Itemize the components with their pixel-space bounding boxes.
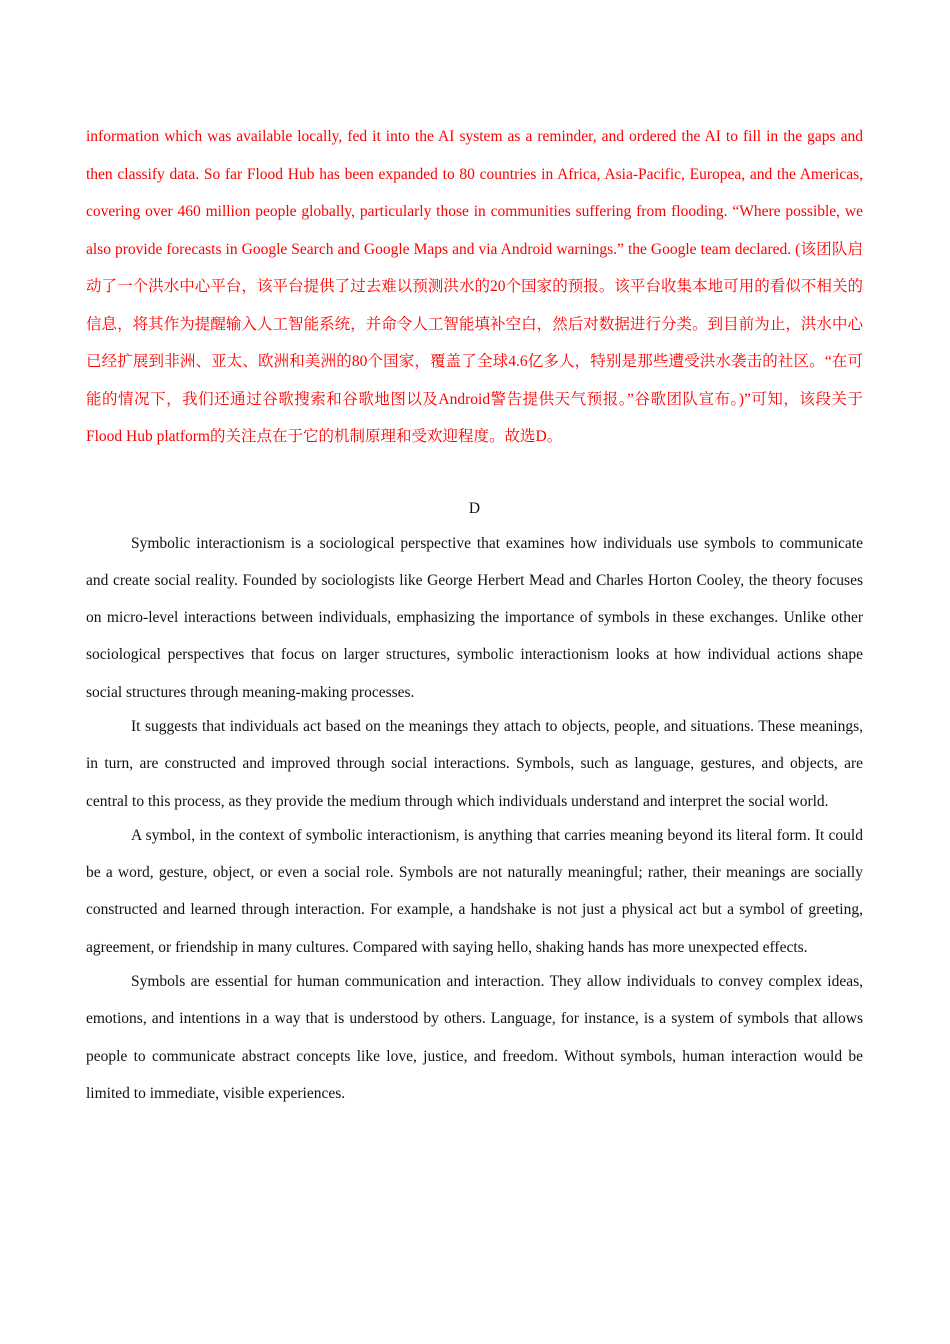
passage-paragraph-2: It suggests that individuals act based on the meanings they attach to objects, people, and situations. These meanings, in turn, are constructed and improved through social interactions. Symbols, such as language, gestures, and objects, are central to this process, as they provide the medium through which individuals understand and interpret the social world. bbox=[86, 717, 863, 810]
passage-paragraph-3: A symbol, in the context of symbolic interactionism, is anything that carries meaning beyond its literal form. It could be a word, gesture, object, or even a social role. Symbols are not naturally meaningful; rather, their meanings are socially constructed and learned through interaction. For example, a handshake is not just a physical act but a symbol of greeting, agreement, or friendship in many cultures. Compared with saying hello, shaking hands has more unexpected effects. bbox=[86, 826, 863, 956]
answer-explanation: information which was available locally, fed it into the AI system as a reminder, and ordered the AI to fill in the gaps and then classify data. So far Flood Hub has been expanded to 80 countries in Africa, Asia-Pacific, Europea, and the Americas, covering over 460 million people globally, particularly those in communities suffering from flooding. “Where possible, we also provide forecasts in Google Search and Google Maps and via Android warnings.” the Google team declared. (该团队启动了一个洪水中心平台，该平台提供了过去难以预测洪水的20个国家的预报。该平台收集本地可用的看似不相关的信息，将其作为提醒输入人工智能系统，并命令人工智能填补空白，然后对数据进行分类。到目前为止，洪水中心已经扩展到非洲、亚太、欧洲和美洲的80个国家，覆盖了全球4.6亿多人，特别是那些遭受洪水袭击的社区。“在可能的情况下，我们还通过谷歌搜索和谷歌地图以及Android警告提供天气预报。”谷歌团队宣布。)”可知，该段关于Flood Hub platform的关注点在于它的机制原理和受欢迎程度。故选D。 bbox=[86, 128, 863, 445]
document-page bbox=[86, 118, 863, 1112]
passage-body bbox=[86, 525, 863, 1113]
passage-label: D bbox=[468, 499, 481, 517]
passage-paragraph-1: Symbolic interactionism is a sociological perspective that examines how individuals use symbols to communicate and create social reality. Founded by sociologists like George Herbert Mead and Charles Horton Cooley, the theory focuses on micro-level interactions between individuals, emphasizing the importance of symbols in these exchanges. Unlike other sociological perspectives that focus on larger structures, symbolic interactionism looks at how individual actions shape social structures through meaning-making processes. bbox=[86, 534, 863, 701]
passage-paragraph-4: Symbols are essential for human communication and interaction. They allow individuals to convey complex ideas, emotions, and intentions in a way that is understood by others. Language, for instance, is a system of symbols that allows people to communicate abstract concepts like love, justice, and freedom. Without symbols, human interaction would be limited to immediate, visible experiences. bbox=[86, 973, 863, 1102]
